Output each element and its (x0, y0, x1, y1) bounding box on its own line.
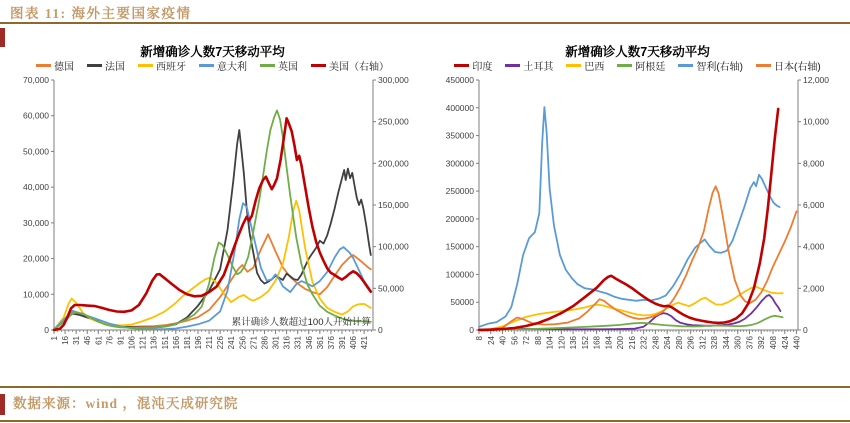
x-tick-label: 226 (216, 336, 226, 350)
y-right-tick-label: 10,000 (803, 116, 829, 127)
x-tick-label: 328 (710, 336, 720, 350)
legend-label: 西班牙 (156, 61, 186, 73)
legend-swatch-japan (756, 64, 771, 67)
line-uk (54, 110, 371, 329)
x-tick-label: 296 (686, 336, 696, 350)
legend-item-italy (199, 58, 247, 73)
legend-swatch-italy (199, 64, 214, 67)
x-tick-label: 391 (337, 336, 347, 350)
x-tick-label: 248 (651, 336, 661, 350)
line-chart-emerging (425, 72, 850, 380)
y-left-tick-label: 20,000 (23, 253, 49, 264)
legend-item-argentina (617, 58, 665, 73)
chart-annotation: 累计确诊人数超过100人开始计算 (231, 317, 371, 328)
legend-item-germany (36, 58, 74, 73)
legend-item-turkey (505, 58, 553, 73)
y-left-tick-label: 200000 (445, 213, 474, 224)
x-tick-label: 16 (61, 336, 71, 345)
x-tick-label: 424 (780, 336, 790, 350)
x-tick-label: 256 (238, 336, 248, 350)
x-tick-label: 312 (698, 336, 708, 350)
legend-item-brazil (566, 58, 604, 73)
x-tick-label: 280 (674, 336, 684, 350)
x-tick-label: 301 (271, 336, 281, 350)
y-right-tick-label: 300,000 (378, 75, 409, 85)
y-axis-left (446, 75, 479, 335)
x-tick-label: 376 (326, 336, 336, 350)
line-india (479, 109, 778, 330)
legend-label: 法国 (105, 61, 125, 73)
bottom-rule (0, 386, 850, 388)
legend-swatch-argentina (617, 64, 632, 67)
legend-item-france (87, 58, 125, 73)
legend-label: 土耳其 (523, 61, 554, 73)
x-tick-label: 166 (171, 336, 181, 350)
chart-panel-europe-us (0, 30, 425, 380)
header-rule (0, 22, 850, 24)
figure-caption: 图表 11: 海外主要国家疫情 (10, 6, 192, 21)
x-tick-label: 196 (193, 336, 203, 350)
x-tick-label: 104 (545, 336, 555, 350)
y-right-tick-label: 2,000 (803, 283, 825, 294)
x-tick-label: 331 (293, 336, 303, 350)
line-germany (54, 234, 371, 329)
x-tick-label: 8 (475, 336, 484, 341)
legend-item-japan (756, 58, 821, 73)
y-right-tick-label: 200,000 (378, 158, 409, 169)
x-tick-label: 232 (639, 336, 649, 350)
x-tick-label: 136 (149, 336, 159, 350)
y-left-tick-label: 70,000 (23, 75, 49, 85)
legend-label: 意大利 (217, 61, 247, 73)
x-tick-label: 76 (105, 336, 115, 345)
y-right-tick-label: 50,000 (378, 283, 404, 294)
y-left-tick-label: 0 (469, 325, 474, 335)
line-japan (479, 186, 797, 329)
y-right-tick-label: 12,000 (803, 75, 829, 85)
chart-title: 新增确诊人数7天移动平均 (565, 45, 710, 59)
legend-item-uk (260, 58, 298, 73)
x-axis (475, 330, 802, 349)
x-tick-label: 184 (604, 336, 614, 350)
y-left-tick-label: 350000 (445, 130, 474, 141)
legend-swatch-spain (138, 64, 153, 67)
legend-label: 英国 (278, 61, 298, 73)
y-left-tick-label: 150000 (445, 241, 474, 252)
y-left-tick-label: 100000 (445, 269, 474, 280)
y-left-tick-label: 400000 (445, 102, 474, 113)
x-tick-label: 120 (557, 336, 567, 350)
legend-swatch-uk (260, 64, 275, 67)
x-tick-label: 121 (138, 336, 148, 350)
legend-label: 巴西 (584, 61, 605, 73)
x-tick-label: 241 (227, 336, 237, 350)
x-tick-label: 152 (580, 336, 590, 350)
x-tick-label: 361 (315, 336, 325, 350)
legend-item-spain (138, 58, 186, 73)
x-tick-label: 211 (205, 336, 215, 349)
charts-row (0, 30, 850, 380)
x-tick-label: 106 (127, 336, 137, 350)
chart-title: 新增确诊人数7天移动平均 (140, 45, 285, 59)
legend-swatch-germany (36, 64, 51, 67)
y-axis-left (23, 75, 54, 335)
footer-rule (0, 420, 850, 422)
x-tick-label: 344 (721, 336, 731, 350)
x-tick-label: 40 (498, 336, 508, 345)
axes (54, 80, 373, 330)
y-left-tick-label: 60,000 (23, 110, 49, 121)
y-axis-right (373, 75, 409, 335)
chart-panel-emerging (425, 30, 850, 380)
x-axis (50, 330, 372, 349)
y-left-tick-label: 30,000 (23, 217, 49, 228)
x-tick-label: 360 (733, 336, 743, 350)
y-left-tick-label: 40,000 (23, 182, 49, 193)
x-tick-label: 24 (486, 336, 496, 345)
x-tick-label: 61 (94, 336, 104, 345)
legend-item-india (454, 58, 492, 73)
series-lines (479, 107, 797, 330)
legend-swatch-usa (311, 64, 326, 67)
x-tick-label: 440 (792, 336, 802, 350)
y-left-tick-label: 10,000 (23, 289, 49, 300)
x-tick-label: 1 (50, 336, 59, 341)
legend-label: 德国 (54, 61, 74, 73)
y-right-tick-label: 8,000 (803, 158, 825, 169)
x-tick-label: 408 (769, 336, 779, 350)
line-chile (479, 107, 780, 327)
legend-swatch-turkey (505, 64, 520, 67)
x-tick-label: 392 (757, 336, 767, 350)
legend-label: 智利(右轴) (696, 61, 743, 73)
x-tick-label: 406 (349, 336, 359, 350)
x-tick-label: 91 (116, 336, 126, 345)
x-tick-label: 271 (249, 336, 259, 350)
legend-item-usa (311, 58, 389, 73)
x-tick-label: 346 (304, 336, 314, 350)
x-tick-label: 56 (510, 336, 520, 345)
y-left-tick-label: 250000 (445, 186, 474, 197)
legend-swatch-chile (678, 64, 693, 67)
line-usa (54, 118, 371, 330)
line-france (54, 130, 371, 329)
x-tick-label: 264 (663, 336, 673, 350)
x-tick-label: 286 (260, 336, 270, 350)
x-tick-label: 168 (592, 336, 602, 350)
x-tick-label: 151 (160, 336, 170, 350)
y-right-tick-label: 150,000 (378, 200, 409, 210)
legend-label: 阿根廷 (635, 61, 666, 73)
x-tick-label: 136 (569, 336, 579, 350)
y-right-tick-label: 0 (378, 325, 383, 335)
y-left-tick-label: 450000 (445, 75, 474, 85)
y-left-tick-label: 0 (44, 325, 49, 335)
x-tick-label: 31 (72, 336, 82, 345)
legend-swatch-brazil (566, 64, 581, 67)
line-chart-europe-us (0, 72, 425, 380)
y-right-tick-label: 100,000 (378, 241, 409, 252)
x-tick-label: 316 (282, 336, 292, 350)
legend-label: 日本(右轴) (774, 61, 821, 73)
y-axis-right (798, 75, 829, 335)
x-tick-label: 46 (83, 336, 93, 345)
y-right-tick-label: 4,000 (803, 241, 825, 252)
left-accent-bar-bottom (0, 394, 5, 415)
y-right-tick-label: 6,000 (803, 200, 825, 210)
x-tick-label: 181 (182, 336, 192, 350)
y-left-tick-label: 50,000 (23, 146, 49, 157)
x-tick-label: 200 (616, 336, 626, 350)
series-lines (54, 110, 371, 330)
chart-legend (425, 58, 850, 72)
x-tick-label: 72 (522, 336, 532, 345)
y-right-tick-label: 250,000 (378, 116, 409, 127)
legend-swatch-india (454, 64, 469, 67)
x-tick-label: 376 (745, 336, 755, 350)
y-left-tick-label: 300000 (445, 158, 474, 169)
legend-swatch-france (87, 64, 102, 67)
data-source-text: 数据来源：wind ，混沌天成研究院 (13, 396, 239, 411)
x-tick-label: 88 (533, 336, 543, 345)
y-right-tick-label: 0 (803, 325, 808, 335)
y-left-tick-label: 50000 (450, 297, 474, 308)
legend-item-chile (678, 58, 743, 73)
x-tick-label: 421 (360, 336, 370, 350)
legend-label: 印度 (472, 61, 493, 73)
legend-label: 美国（右轴） (329, 61, 389, 73)
chart-legend (0, 58, 425, 72)
x-tick-label: 216 (627, 336, 637, 350)
